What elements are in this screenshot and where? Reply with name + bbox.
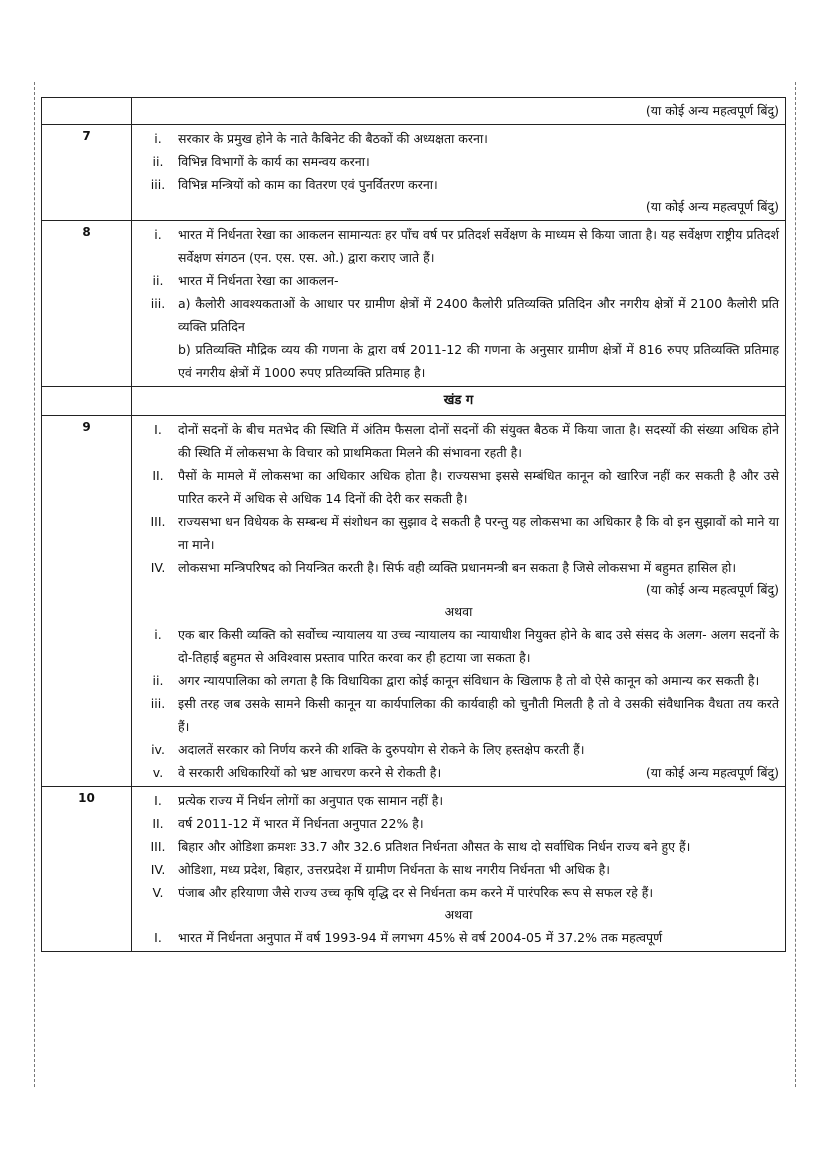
- item-marker: i.: [154, 627, 162, 642]
- item-text-row: [178, 761, 779, 784]
- item-marker: I.: [154, 422, 162, 437]
- item-marker: [138, 338, 178, 384]
- answer-cell: [132, 787, 786, 952]
- item-text: भारत में निर्धनता रेखा का आकलन सामान्यतः हर पाँच वर्ष पर प्रतिदर्श सर्वेक्षण के माध्यम से किया जाता है। यह सर्वेक्षण राष्ट्रीय प्रतिदर्श सर्वेक्षण संगठन (एन. एस. एस. ओ.) द्वारा कराए जाते हैं।: [178, 227, 779, 265]
- list-item: [138, 150, 779, 173]
- item-text: एक बार किसी व्यक्ति को सर्वोच्च न्यायालय या उच्च न्यायालय का न्यायाधीश नियुक्त होने के बाद उसे संसद के अलग- अलग सदनों के दो-तिहाई बहुमत से अविश्वास प्रस्ताव पारित करवा कर ही हटाया जा सकता है।: [178, 627, 779, 665]
- item-marker: IV.: [150, 560, 166, 575]
- item-text: इसी तरह जब उसके सामने किसी कानून या कार्यपालिका की कार्यवाही को चुनौती मिलती है तो वे उसकी संवैधानिक वैधता तय करते हैं।: [178, 696, 779, 734]
- list-item: [138, 692, 779, 738]
- item-text: अदालतें सरकार को निर्णय करने की शक्ति के दुरुपयोग से रोकने के लिए हस्तक्षेप करती हैं।: [178, 742, 585, 757]
- table-row: [42, 416, 786, 787]
- item-marker: ii.: [152, 273, 164, 288]
- answer-key-table: [41, 97, 786, 952]
- table-row: [42, 787, 786, 952]
- item-text: विभिन्न मन्त्रियों को काम का वितरण एवं पुनर्वितरण करना।: [178, 177, 438, 192]
- answer-cell: [132, 221, 786, 387]
- item-text: प्रत्येक राज्य में निर्धन लोगों का अनुपात एक सामान नहीं है।: [178, 793, 444, 808]
- item-text: पंजाब और हरियाणा जैसे राज्य उच्च कृषि वृद्धि दर से निर्धनता कम करने में पारंपरिक रूप से सफल रहे हैं।: [178, 885, 654, 900]
- any-other-point-note: (या कोई अन्य महत्वपूर्ण बिंदु): [645, 582, 779, 597]
- list-item: [138, 858, 779, 881]
- item-text: लोकसभा मन्त्रिपरिषद को नियन्त्रित करती है। सिर्फ वही व्यक्ति प्रधानमन्त्री बन सकता है जिसे लोकसभा में बहुमत हासिल हो।: [178, 560, 737, 575]
- item-text: अगर न्यायपालिका को लगता है कि विधायिका द्वारा कोई कानून संविधान के खिलाफ है तो वो ऐसे कानून को अमान्य कर सकती है।: [178, 673, 760, 688]
- list-item: [138, 669, 779, 692]
- any-other-point-note: (या कोई अन्य महत्वपूर्ण बिंदु): [645, 103, 779, 118]
- list-item: [138, 127, 779, 150]
- right-margin-line: [795, 82, 796, 1087]
- question-number-cell: [42, 387, 132, 416]
- question-number: 10: [42, 787, 132, 952]
- any-other-point-note: (या कोई अन्य महत्वपूर्ण बिंदु): [645, 199, 779, 214]
- question-number-cell: [42, 98, 132, 125]
- item-marker: v.: [152, 765, 164, 780]
- item-marker: II.: [152, 468, 164, 483]
- item-marker: iii.: [150, 296, 166, 311]
- item-text: बिहार और ओडिशा क्रमशः 33.7 और 32.6 प्रतिशत निर्धनता औसत के साथ दो सर्वाधिक निर्धन राज्य बने हुए हैं।: [178, 839, 691, 854]
- list-item: [138, 292, 779, 338]
- item-marker: i.: [154, 131, 162, 146]
- item-marker: iii.: [150, 696, 166, 711]
- list-item: [138, 789, 779, 812]
- question-number: 9: [42, 416, 132, 787]
- item-text: वे सरकारी अधिकारियों को भ्रष्ट आचरण करने से रोकती है।: [178, 765, 442, 780]
- list-item: [138, 269, 779, 292]
- table-row: [42, 98, 786, 125]
- item-marker: III.: [150, 514, 166, 529]
- item-marker: iii.: [150, 177, 166, 192]
- list-item: [138, 510, 779, 556]
- or-divider: अथवा: [444, 604, 473, 619]
- list-item: [138, 812, 779, 835]
- item-marker: I.: [154, 930, 162, 945]
- item-text: सरकार के प्रमुख होने के नाते कैबिनेट की बैठकों की अध्यक्षता करना।: [178, 131, 488, 146]
- list-item: [138, 223, 779, 269]
- list-item: [138, 926, 779, 949]
- item-text: राज्यसभा धन विधेयक के सम्बन्ध में संशोधन का सुझाव दे सकती है परन्तु यह लोकसभा का अधिकार है कि वो इन सुझावों को माने या ना माने।: [178, 514, 779, 552]
- item-text: ओडिशा, मध्य प्रदेश, बिहार, उत्तरप्रदेश में ग्रामीण निर्धनता के साथ नगरीय निर्धनता भी अधिक है।: [178, 862, 611, 877]
- list-item: [138, 556, 779, 579]
- list-item: [138, 338, 779, 384]
- list-item: [138, 173, 779, 196]
- item-text: भारत में निर्धनता अनुपात में वर्ष 1993-94 में लगभग 45% से वर्ष 2004-05 में 37.2% तक महत्वपूर्ण: [178, 930, 663, 945]
- item-marker: ii.: [152, 673, 164, 688]
- answer-cell: [132, 416, 786, 787]
- item-text: पैसों के मामले में लोकसभा का अधिकार अधिक होता है। राज्यसभा इससे सम्बंधित कानून को खारिज नहीं कर सकती है और उसे पारित करने में अधिक से अधिक 14 दिनों की देरी कर सकती है।: [178, 468, 779, 506]
- table-row: [42, 387, 786, 416]
- list-item: [138, 835, 779, 858]
- list-item: [138, 881, 779, 904]
- item-text: विभिन्न विभागों के कार्य का समन्वय करना।: [178, 154, 370, 169]
- item-marker: i.: [154, 227, 162, 242]
- item-marker: ii.: [152, 154, 164, 169]
- list-item: [138, 418, 779, 464]
- answer-cell: [132, 98, 786, 125]
- left-margin-line: [34, 82, 35, 1087]
- list-item: [138, 738, 779, 761]
- section-heading: खंड ग: [443, 393, 474, 408]
- list-item: [138, 761, 779, 784]
- item-text: a) कैलोरी आवश्यकताओं के आधार पर ग्रामीण क्षेत्रों में 2400 कैलोरी प्रतिव्यक्ति प्रतिदिन और नगरीय क्षेत्रों में 2100 कैलोरी प्रति व्यक्ति प्रतिदिन: [178, 296, 779, 334]
- list-item: [138, 623, 779, 669]
- or-divider: अथवा: [444, 907, 473, 922]
- item-marker: I.: [154, 793, 162, 808]
- item-marker: V.: [152, 885, 164, 900]
- answer-cell: [132, 125, 786, 221]
- item-text: भारत में निर्धनता रेखा का आकलन-: [178, 273, 339, 288]
- item-marker: IV.: [150, 862, 166, 877]
- any-other-point-note: (या कोई अन्य महत्वपूर्ण बिंदु): [645, 765, 779, 780]
- table-row: [42, 125, 786, 221]
- answer-cell: [132, 387, 786, 416]
- item-text: b) प्रतिव्यक्ति मौद्रिक व्यय की गणना के द्वारा वर्ष 2011-12 की गणना के अनुसार ग्रामीण क्षेत्रों में 816 रुपए प्रतिव्यक्ति प्रतिमाह एवं नगरीय क्षेत्रों में 1000 रुपए प्रतिव्यक्ति प्रतिमाह है।: [178, 342, 779, 380]
- item-marker: iv.: [151, 742, 165, 757]
- list-item: [138, 464, 779, 510]
- item-text: दोनों सदनों के बीच मतभेद की स्थिति में अंतिम फैसला दोनों सदनों की संयुक्त बैठक में किया जाता है। सदस्यों की संख्या अधिक होने की स्थिति में लोकसभा के विचार को प्राथमिकता मिलने की संभावना रहती है।: [178, 422, 779, 460]
- item-marker: III.: [150, 839, 166, 854]
- question-number: 8: [42, 221, 132, 387]
- table-row: [42, 221, 786, 387]
- question-number: 7: [42, 125, 132, 221]
- item-text: वर्ष 2011-12 में भारत में निर्धनता अनुपात 22% है।: [178, 816, 424, 831]
- item-marker: II.: [152, 816, 164, 831]
